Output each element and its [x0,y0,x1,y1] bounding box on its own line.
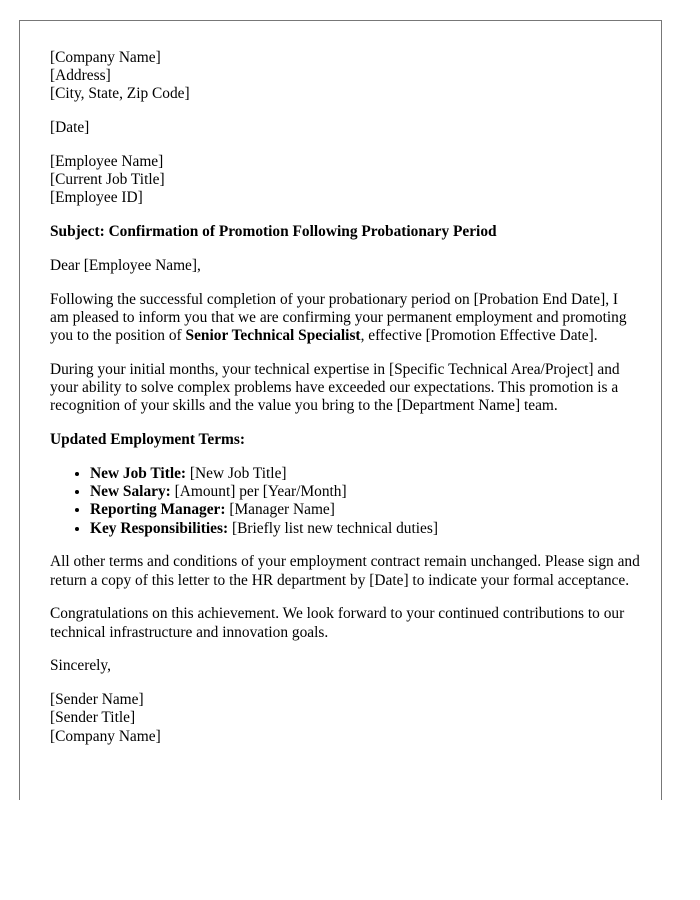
terms-item-value: [Amount] per [Year/Month] [170,483,347,501]
salutation: Dear [Employee Name], [50,257,201,274]
promotion-position: Senior Technical Specialist [185,327,361,345]
terms-title: Updated Employment Terms: [50,431,245,449]
terms-item-value: [Briefly list new technical duties] [228,519,438,537]
company-header-block [50,49,640,104]
recipient-job-title: [Current Job Title] [50,171,165,189]
sender-title: [Sender Title] [50,709,136,727]
promotion-paragraph-part2: , effective [Promotion Effective Date]. [360,327,598,345]
letter-page [19,20,662,800]
congratulations-paragraph: Congratulations on this achievement. We look forward to your continued contributions to our technical infrastructure and innovation goals. [50,605,625,641]
promotion-paragraph [50,291,640,346]
company-address: [Address] [50,67,111,85]
recipient-employee-name: [Employee Name] [50,153,164,170]
promotion-paragraph-part1: Following the successful completion of your probationary period on [Probation End Date], I am pleased to inform you that we are confirming your permanent employment and promoting you to the position of [50,290,627,345]
terms-unchanged-paragraph: All other terms and conditions of your employment contract remain unchanged. Please sign and return a copy of this letter to the HR department by [Date] to indicate your formal acceptance. [50,553,640,589]
terms-item-value: [New Job Title] [186,465,287,482]
subject-line: Subject: Confirmation of Promotion Following Probationary Period [50,223,497,241]
terms-list-item [90,483,640,501]
recipient-block [50,153,640,208]
terms-item-value: [Manager Name] [225,501,335,519]
letter-body [50,49,640,761]
sender-company: [Company Name] [50,727,161,745]
terms-list-item [90,520,640,538]
letter-date: [Date] [50,119,90,137]
closing: Sincerely, [50,657,111,675]
company-name: [Company Name] [50,49,161,66]
performance-paragraph: During your initial months, your technical expertise in [Specific Technical Area/Project] and your ability to solve complex problems have exceeded our expectations. This promotion is a recognition of your skills and the value you bring to the [Department Name] team. [50,361,620,415]
sender-name: [Sender Name] [50,691,144,709]
terms-item-label: New Salary: [90,483,171,501]
recipient-employee-id: [Employee ID] [50,189,143,207]
terms-list [50,465,640,538]
terms-item-label: Reporting Manager: [90,501,226,519]
sender-block [50,691,640,746]
company-city-state-zip: [City, State, Zip Code] [50,85,190,103]
terms-item-label: Key Responsibilities: [90,519,229,537]
terms-item-label: New Job Title: [90,465,187,482]
terms-list-item [90,501,640,519]
terms-list-item [90,465,640,483]
